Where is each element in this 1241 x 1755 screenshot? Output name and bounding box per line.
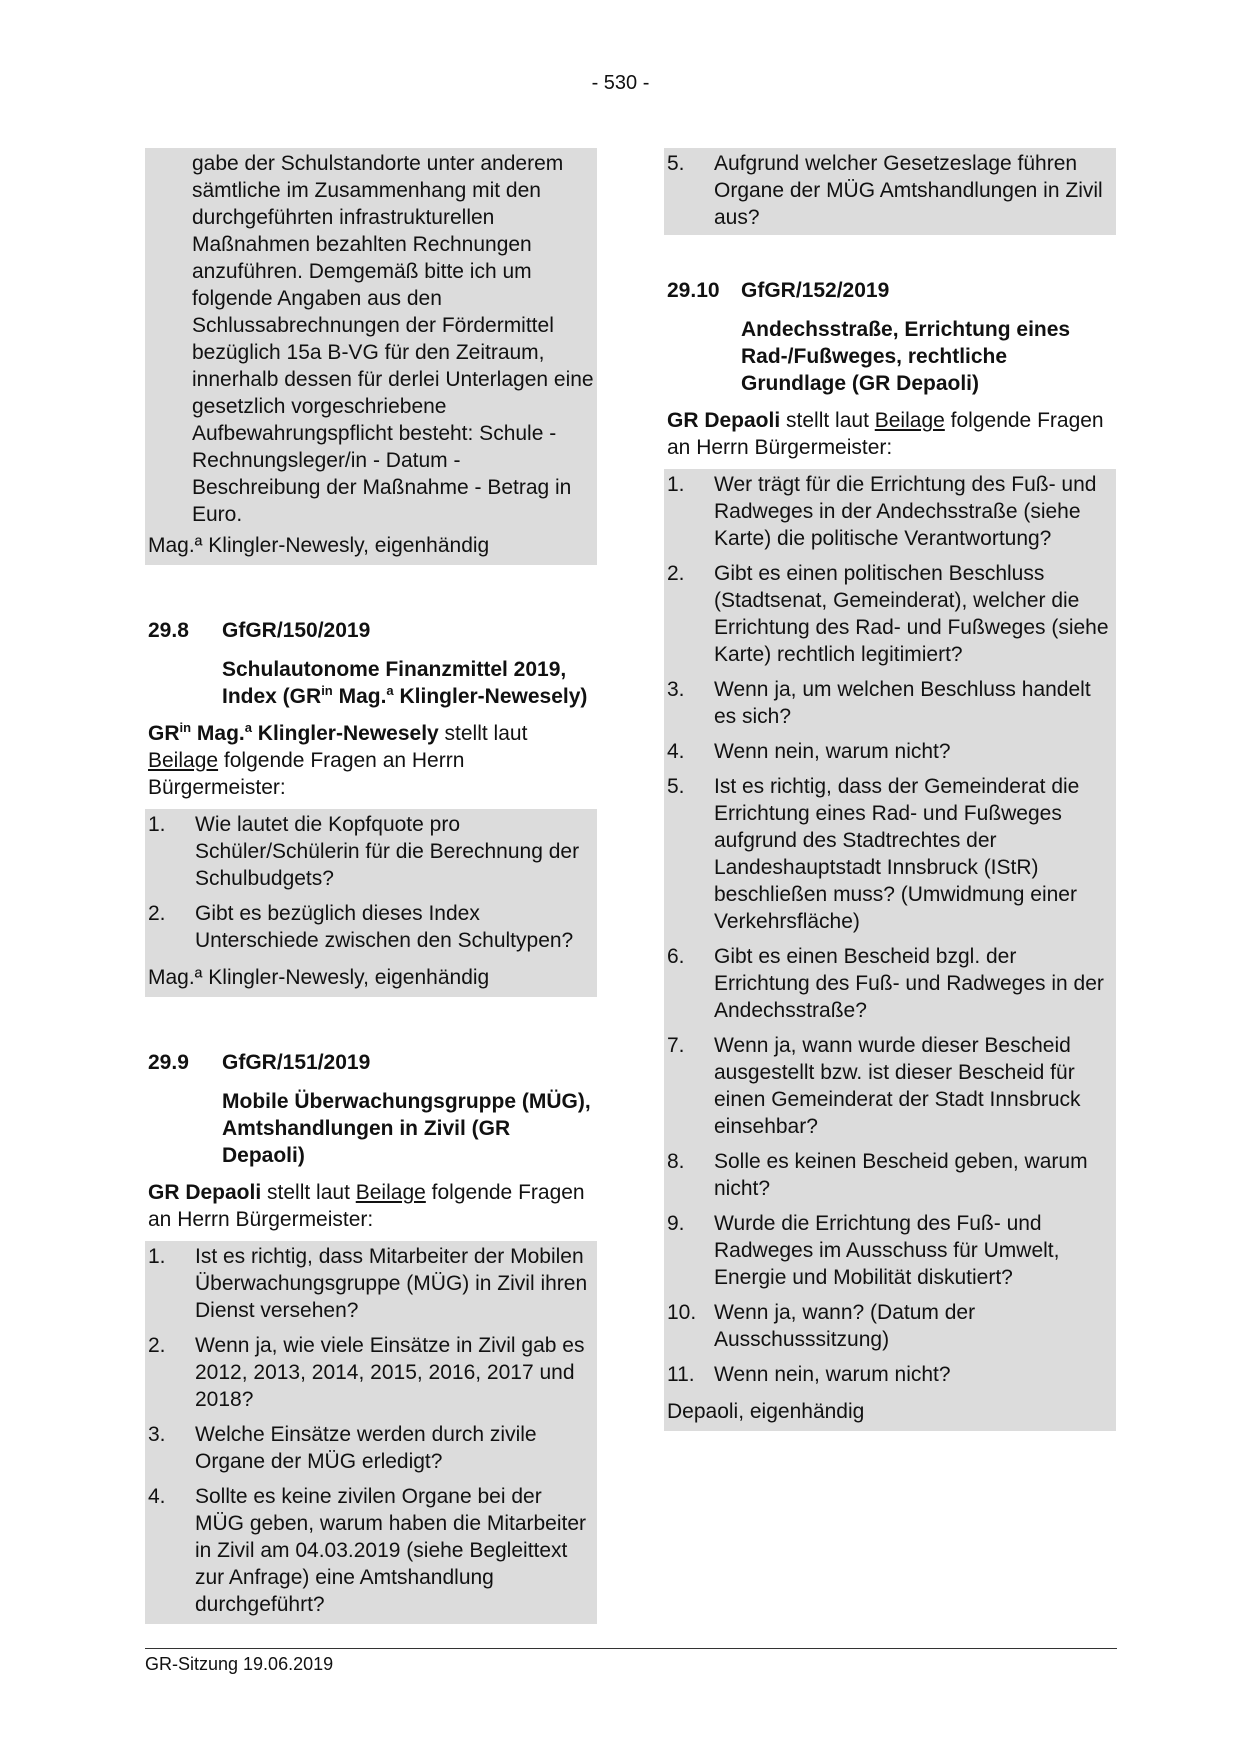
continuation-block [145,148,597,565]
section-intro: GR Depaoli stellt laut Beilage folgende Fragen an Herrn Bürgermeister: [148,1181,585,1231]
signature: Mag.ª Klingler-Newesly, eigenhändig [148,534,490,557]
right-column [664,148,1116,1431]
footer: GR-Sitzung 19.06.2019 [145,1654,334,1674]
page-number: - 530 - [591,72,650,94]
section-title: Schulautonome Finanzmittel 2019, Index ($GR^{in}$ Mag.$^a$ Klingler-Newesely) [222,658,588,708]
section-heading: 29.10 GfGR/152/2019 [667,279,890,302]
question-item: 1. Ist es richtig, dass Mitarbeiter der Mobilen Überwachungsgruppe (MÜG) in Zivil ihren Dienst versehen? [148,1245,588,1322]
question-list [145,809,597,997]
question-item: 7. Wenn ja, wann wurde dieser Bescheid ausgestellt bzw. ist dieser Bescheid für einen Gemeinderat der Stadt Innsbruck einsehbar? [667,1034,1081,1138]
footer-divider [145,1648,1117,1649]
question-item: 2. Gibt es bezüglich dieses Index Unterschiede zwischen den Schultypen? [148,902,574,952]
section-heading: 29.8 GfGR/150/2019 [148,619,371,642]
question-item: 9. Wurde die Errichtung des Fuß- und Radweges im Ausschuss für Umwelt, Energie und Mobilität diskutiert? [667,1212,1060,1289]
question-item: 8. Solle es keinen Bescheid geben, warum nicht? [667,1150,1088,1200]
question-item: 6. Gibt es einen Bescheid bzgl. der Errichtung des Fuß- und Radweges in der Andechsstraße? [667,945,1104,1022]
left-column [145,148,597,1624]
signature: Mag.ª Klingler-Newesly, eigenhändig [148,966,490,989]
question-item: 2. Gibt es einen politischen Beschluss (Stadtsenat, Gemeinderat), welcher die Errichtung des Rad- und Fußweges (siehe Karte) rechtlich legitimiert? [667,562,1109,666]
question-item: 4. Wenn nein, warum nicht? [667,740,951,763]
question-item: 3. Wenn ja, um welchen Beschluss handelt es sich? [667,678,1091,728]
section-intro: $GR^{in}$ Mag.$^a$ Klingler-Newesely stellt laut Beilage folgende Fragen an Herrn Bürgermeister: [148,720,528,799]
question-item: 2. Wenn ja, wie viele Einsätze in Zivil gab es 2012, 2013, 2014, 2015, 2016, 2017 und 2018? [148,1334,585,1411]
question-list [664,469,1116,1431]
question-item: 11. Wenn nein, warum nicht? [667,1363,951,1386]
attachment-link[interactable]: Beilage [874,409,945,432]
continuation-text: gabe der Schulstandorte unter anderem sämtliche im Zusammenhang mit den durchgeführten infrastrukturellen Maßnahmen bezahlten Rechnungen anzuführen. Demgemäß bitte ich um folgende Angaben aus den Schlussabrechnungen der Fördermittel bezüglich 15a B-VG für den Zeitraum, innerhalb dessen für derlei Unterlagen eine gesetzlich vorgeschriebene Aufbewahrungspflicht besteht: Schule - Rechnungsleger/in - Datum - Beschreibung der Maßnahme - Betrag in Euro. [192,152,594,526]
attachment-link[interactable]: Beilage [148,749,219,772]
signature: Depaoli, eigenhändig [667,1400,865,1423]
question-item: 1. Wie lautet die Kopfquote pro Schüler/Schülerin für die Berechnung der Schulbudgets? [148,813,580,890]
question-item: 4. Sollte es keine zivilen Organe bei der MÜG geben, warum haben die Mitarbeiter in Zivil am 04.03.2019 (siehe Begleittext zur Anfrage) eine Amtshandlung durchgeführt? [148,1485,587,1616]
question-item: 10. Wenn ja, wann? (Datum der Ausschusssitzung) [667,1301,976,1351]
section-title: Mobile Überwachungsgruppe (MÜG), Amtshandlungen in Zivil (GR Depaoli) [222,1090,591,1167]
question-item: 5. Aufgrund welcher Gesetzeslage führen Organe der MÜG Amtshandlungen in Zivil aus? [667,152,1103,229]
section-intro: GR Depaoli stellt laut Beilage folgende Fragen an Herrn Bürgermeister: [667,409,1104,459]
section-title: Andechsstraße, Errichtung eines Rad-/Fußweges, rechtliche Grundlage (GR Depaoli) [741,318,1071,395]
continuation-block [664,148,1116,235]
section-heading: 29.9 GfGR/151/2019 [148,1051,371,1074]
attachment-link[interactable]: Beilage [355,1181,426,1204]
question-item: 1. Wer trägt für die Errichtung des Fuß- und Radweges in der Andechsstraße (siehe Karte) die politische Verantwortung? [667,473,1097,550]
question-item: 5. Ist es richtig, dass der Gemeinderat die Errichtung eines Rad- und Fußweges aufgrund des Stadtrechtes der Landeshauptstadt Innsbruck (IStR) beschließen muss? (Umwidmung einer Verkehrsfläche) [667,775,1080,933]
question-list [145,1241,597,1624]
question-item: 3. Welche Einsätze werden durch zivile Organe der MÜG erledigt? [148,1423,537,1473]
